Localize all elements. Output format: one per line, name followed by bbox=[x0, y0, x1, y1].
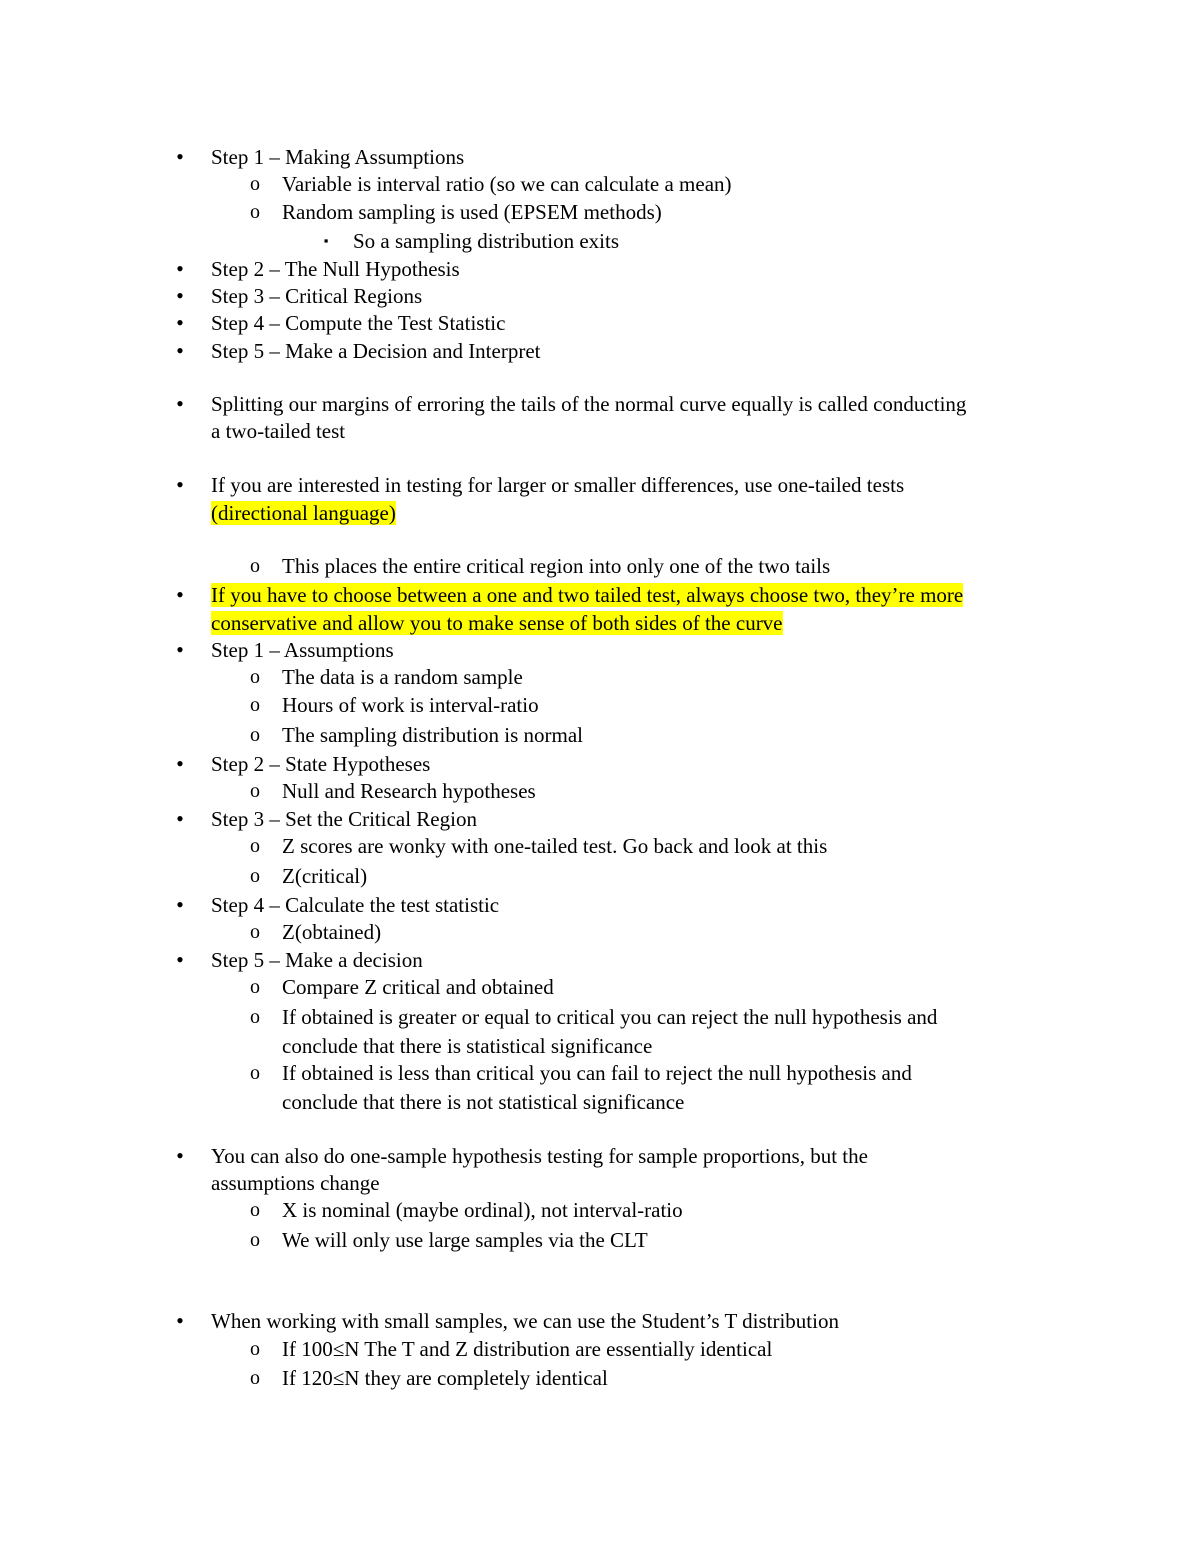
list-item-text bbox=[211, 1169, 380, 1197]
bullet-marker: • bbox=[176, 637, 184, 662]
list-item-text bbox=[282, 1003, 937, 1031]
text-run: Step 2 – The Null Hypothesis bbox=[211, 257, 460, 281]
list-item-text bbox=[282, 918, 381, 946]
highlighted-text: If you have to choose between a one and two tailed test, always choose two, they’re more bbox=[211, 583, 964, 607]
list-item-text bbox=[282, 1335, 772, 1363]
bullet-marker: o bbox=[250, 666, 260, 688]
list-item-text bbox=[211, 390, 966, 418]
text-run: When working with small samples, we can use the Student’s T distribution bbox=[211, 1309, 839, 1333]
bullet-marker: o bbox=[250, 780, 260, 802]
text-run: a two-tailed test bbox=[211, 419, 346, 443]
text-run: Step 1 – Assumptions bbox=[211, 638, 394, 662]
text-run: Step 2 – State Hypotheses bbox=[211, 752, 431, 776]
text-run: The data is a random sample bbox=[282, 665, 523, 689]
text-run: Step 4 – Calculate the test statistic bbox=[211, 893, 500, 917]
text-run: Random sampling is used (EPSEM methods) bbox=[282, 200, 662, 224]
bullet-marker: o bbox=[250, 865, 260, 887]
bullet-marker: • bbox=[176, 582, 184, 607]
list-item-text bbox=[211, 1307, 839, 1335]
highlighted-text: conservative and allow you to make sense of both sides of the curve bbox=[211, 611, 783, 635]
bullet-marker: o bbox=[250, 1006, 260, 1028]
list-item-text bbox=[282, 552, 830, 580]
text-run: Z(obtained) bbox=[282, 920, 382, 944]
list-item-text bbox=[282, 1032, 652, 1060]
bullet-marker: • bbox=[176, 256, 184, 281]
text-run: The sampling distribution is normal bbox=[282, 723, 583, 747]
list-item-text bbox=[282, 663, 523, 691]
bullet-marker: o bbox=[250, 173, 260, 195]
bullet-marker: o bbox=[250, 1338, 260, 1360]
text-run: Hours of work is interval-ratio bbox=[282, 693, 539, 717]
text-run: Step 3 – Set the Critical Region bbox=[211, 807, 477, 831]
text-run: If obtained is less than critical you can fail to reject the null hypothesis and bbox=[282, 1061, 912, 1085]
bullet-marker: • bbox=[176, 806, 184, 831]
text-run: This places the entire critical region into only one of the two tails bbox=[282, 554, 831, 578]
list-item-text bbox=[211, 946, 423, 974]
list-item-text bbox=[211, 309, 505, 337]
list-item-text bbox=[282, 862, 367, 890]
bullet-marker: • bbox=[176, 1308, 184, 1333]
list-item-text bbox=[211, 337, 540, 365]
text-run: X is nominal (maybe ordinal), not interval-ratio bbox=[282, 1198, 683, 1222]
list-item-text bbox=[211, 805, 477, 833]
text-run: Step 1 – Making Assumptions bbox=[211, 145, 465, 169]
bullet-marker: • bbox=[176, 947, 184, 972]
list-item-text bbox=[211, 581, 963, 609]
bullet-marker: • bbox=[176, 144, 184, 169]
bullet-marker: • bbox=[176, 472, 184, 497]
text-run: If 100≤N The T and Z distribution are essentially identical bbox=[282, 1337, 773, 1361]
bullet-marker: • bbox=[176, 892, 184, 917]
bullet-marker: o bbox=[250, 555, 260, 577]
list-item-text bbox=[282, 691, 539, 719]
list-item-text bbox=[211, 636, 394, 664]
bullet-marker: o bbox=[250, 976, 260, 998]
list-item-text bbox=[211, 282, 422, 310]
text-run: conclude that there is not statistical significance bbox=[282, 1090, 685, 1114]
text-run: Z(critical) bbox=[282, 864, 368, 888]
bullet-marker: • bbox=[176, 283, 184, 308]
bullet-marker: ▪ bbox=[323, 233, 329, 248]
text-run: Splitting our margins of erroring the tails of the normal curve equally is called conducting bbox=[211, 392, 967, 416]
text-run: Variable is interval ratio (so we can calculate a mean) bbox=[282, 172, 732, 196]
list-item-text bbox=[282, 198, 662, 226]
list-item-text bbox=[353, 227, 619, 255]
list-item-text bbox=[211, 255, 460, 283]
bullet-marker: o bbox=[250, 1367, 260, 1389]
bullet-marker: o bbox=[250, 1229, 260, 1251]
list-item-text bbox=[211, 471, 904, 499]
list-item-text bbox=[282, 1364, 608, 1392]
list-item-text bbox=[211, 417, 345, 445]
list-item-text bbox=[282, 973, 554, 1001]
list-item-text bbox=[282, 721, 583, 749]
list-item-text bbox=[282, 1226, 648, 1254]
list-item-text bbox=[211, 891, 499, 919]
text-run: You can also do one-sample hypothesis testing for sample proportions, but the bbox=[211, 1144, 868, 1168]
list-item-text bbox=[211, 609, 783, 637]
bullet-marker: • bbox=[176, 751, 184, 776]
text-run: Compare Z critical and obtained bbox=[282, 975, 554, 999]
text-run: Z scores are wonky with one-tailed test. Go back and look at this bbox=[282, 834, 828, 858]
text-run: assumptions change bbox=[211, 1171, 380, 1195]
bullet-marker: o bbox=[250, 835, 260, 857]
bullet-marker: • bbox=[176, 391, 184, 416]
text-run: So a sampling distribution exits bbox=[353, 229, 619, 253]
bullet-marker: • bbox=[176, 338, 184, 363]
text-run: Step 5 – Make a Decision and Interpret bbox=[211, 339, 541, 363]
list-item-text bbox=[282, 1088, 684, 1116]
text-run: If you are interested in testing for larger or smaller differences, use one-tailed tests bbox=[211, 473, 905, 497]
text-run: If obtained is greater or equal to critical you can reject the null hypothesis and bbox=[282, 1005, 938, 1029]
list-item-text bbox=[211, 499, 396, 527]
text-run: If 120≤N they are completely identical bbox=[282, 1366, 608, 1390]
list-item-text bbox=[211, 750, 430, 778]
text-run: Step 4 – Compute the Test Statistic bbox=[211, 311, 506, 335]
list-item-text bbox=[282, 170, 732, 198]
list-item-text bbox=[282, 777, 536, 805]
bullet-marker: • bbox=[176, 310, 184, 335]
text-run: Null and Research hypotheses bbox=[282, 779, 536, 803]
bullet-marker: • bbox=[176, 1143, 184, 1168]
bullet-marker: o bbox=[250, 724, 260, 746]
bullet-marker: o bbox=[250, 1199, 260, 1221]
bullet-marker: o bbox=[250, 921, 260, 943]
list-item-text bbox=[211, 1142, 868, 1170]
text-run: Step 3 – Critical Regions bbox=[211, 284, 423, 308]
highlighted-text: (directional language) bbox=[211, 501, 396, 525]
bullet-marker: o bbox=[250, 201, 260, 223]
list-item-text bbox=[282, 1059, 912, 1087]
list-item-text bbox=[282, 1196, 683, 1224]
bullet-marker: o bbox=[250, 694, 260, 716]
list-item-text bbox=[211, 143, 464, 171]
text-run: Step 5 – Make a decision bbox=[211, 948, 423, 972]
list-item-text bbox=[282, 832, 827, 860]
text-run: We will only use large samples via the CLT bbox=[282, 1228, 648, 1252]
text-run: conclude that there is statistical significance bbox=[282, 1034, 653, 1058]
bullet-marker: o bbox=[250, 1062, 260, 1084]
